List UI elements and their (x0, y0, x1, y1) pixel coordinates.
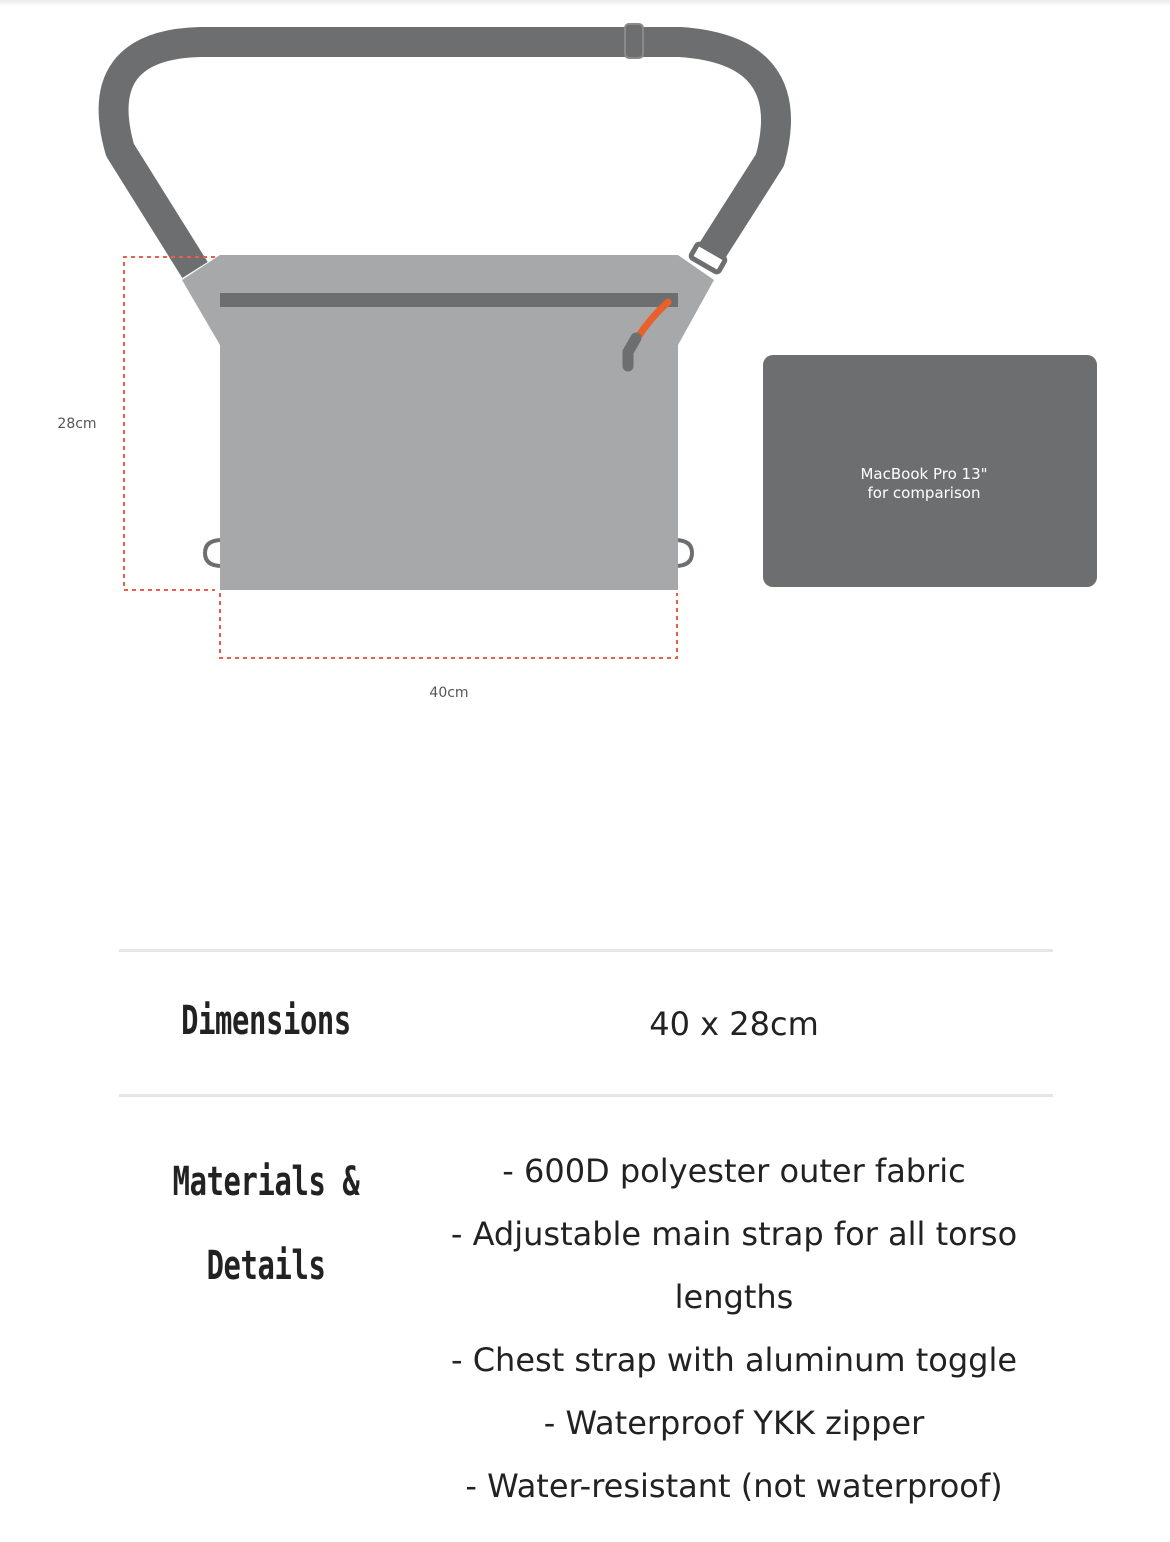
laptop-label-line2: for comparison (867, 484, 981, 502)
materials-label-line1: Materials & (172, 1159, 360, 1205)
dimensions-value: 40 x 28cm (649, 1005, 819, 1043)
width-dimension-line (220, 593, 677, 658)
detail-item: lengths (674, 1278, 794, 1316)
specs-divider-top (119, 949, 1053, 952)
bag-size-diagram (0, 0, 1170, 760)
shoulder-strap (114, 42, 776, 270)
detail-item: - Waterproof YKK zipper (543, 1404, 925, 1442)
dimensions-label: Dimensions (181, 998, 351, 1044)
details-list (418, 1140, 1050, 1518)
strap-adjuster (625, 24, 643, 58)
materials-label-line2: Details (206, 1243, 326, 1289)
laptop-label-line1: MacBook Pro 13" (860, 465, 988, 483)
left-ring (205, 540, 222, 566)
specs-divider-middle (119, 1094, 1053, 1097)
detail-item: - 600D polyester outer fabric (502, 1152, 966, 1190)
width-label: 40cm (429, 685, 469, 701)
detail-item: - Chest strap with aluminum toggle (450, 1341, 1018, 1379)
materials-label (168, 1140, 364, 1308)
zipper-track (220, 293, 678, 307)
detail-item: - Water-resistant (not waterproof) (465, 1467, 1003, 1505)
detail-item: - Adjustable main strap for all torso (450, 1215, 1018, 1253)
height-label: 28cm (57, 416, 97, 432)
